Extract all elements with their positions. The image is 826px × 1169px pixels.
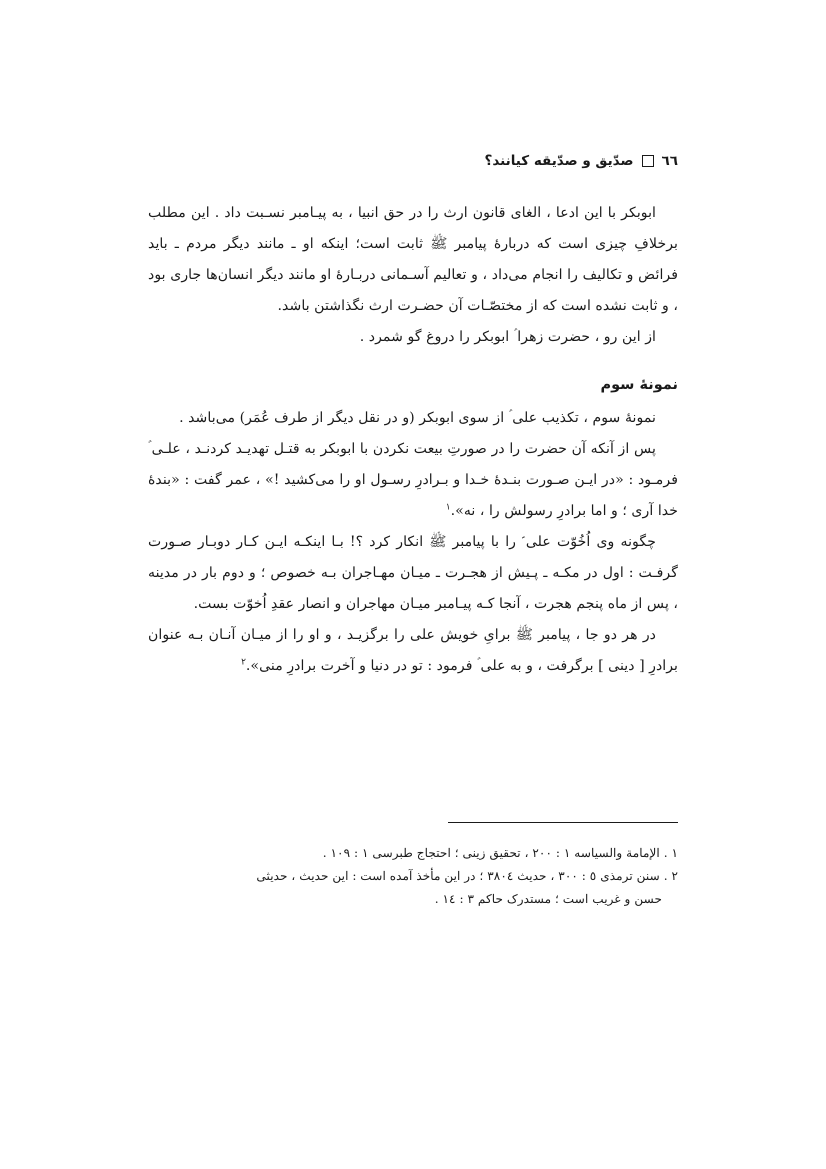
paragraph-4-text: پس از آنکه آن حضرت را در صورتِ بیعت نکردن با ابوبکر به قتـل تهدیـد کردنـد ، علـی ؑ فرمـود : «در ایـن صـورت بنـدهٔ خـدا و بـرادرِ رسـول او را می‌کشید !» ، عمر گفت : «بندهٔ خدا آری ؛ و اما برادرِ رسولش را ، نه». [148, 441, 678, 519]
running-header [148, 150, 678, 172]
square-box-icon [642, 155, 654, 167]
section-heading: نمونهٔ سوم [600, 377, 678, 393]
paragraph-1: ابوبکر با این ادعا ، الغای قانون ارث را در حق انبیا ، به پیـامبر نسـبت داد . این مطلب برخلافِ چیزی است که دربارهٔ پیامبر ﷺ ثابت است؛ اینکه او ـ مانند دیگر مردم ـ باید فرائض و تکالیف را انجام می‌داد ، و تعالیم آسـمانی دربـارهٔ او مانند دیگر انسان‌ها جاری بود ، و ثابت نشده است که از مختصّـات آن حضـرت ارث نگذاشتن باشد. [148, 205, 678, 314]
footnote-ref-2[interactable]: ٢ [241, 657, 246, 668]
paragraph-4 [148, 434, 678, 527]
footnote-divider [448, 822, 678, 823]
paragraph-6 [148, 620, 678, 682]
paragraph-5: چگونه وی اُخُوّت علی ؑ را با پیامبر ﷺ انکار کرد ؟! بـا اینکـه ایـن کـار دوبـار صـورت گرفـت : اول در مکـه ـ پـیش از هجـرت ـ میـان مهـاجران بـه خصوص ؛ و دوم بار در مدینه ، پس از ماه پنجم هجرت ، آنجا کـه پیـامبر میـان مهاجران و انصار عقدِ اُخوّت بست. [148, 534, 678, 612]
paragraph-2: از این رو ، حضرت زهرا ؑ ابوبکر را دروغ گو شمرد . [359, 329, 656, 345]
paragraph-3: نمونهٔ سوم ، تکذیب علی ؑ از سوی ابوبکر (و در نقل دیگر از طرف عُمَر) می‌باشد . [179, 410, 656, 426]
footnote-1: ١ . الإمامة والسیاسه ١ : ٢٠٠ ، تحقیق زینی ؛ احتجاج طبرسی ١ : ١٠٩ . [322, 846, 678, 860]
page-number: ٦٦ [661, 153, 678, 169]
footnotes [148, 842, 678, 911]
body-text [148, 198, 678, 682]
footnote-2-line-1: ٢ . سنن ترمذی ٥ : ٣٠٠ ، حدیث ٣٨٠٤ ؛ در این مأخذ آمده است : این حدیث ، حدیثی [256, 869, 678, 883]
chapter-title: صدّیق و صدّیقه کیانند؟ [484, 153, 634, 169]
footnote-ref-1[interactable]: ١ [445, 502, 451, 513]
paragraph-6-text: در هر دو جا ، پیامبر ﷺ برایِ خویش علی را برگزیـد ، و او را از میـان آنـان بـه عنوان برادرِ [ دینی ] برگرفت ، و به علی ؑ فرمود : تو در دنیا و آخرت برادرِ منی». [148, 627, 678, 674]
footnote-2-line-2: حسن و غریب است ؛ مستدرک حاکم ٣ : ١٤ . [434, 892, 662, 906]
